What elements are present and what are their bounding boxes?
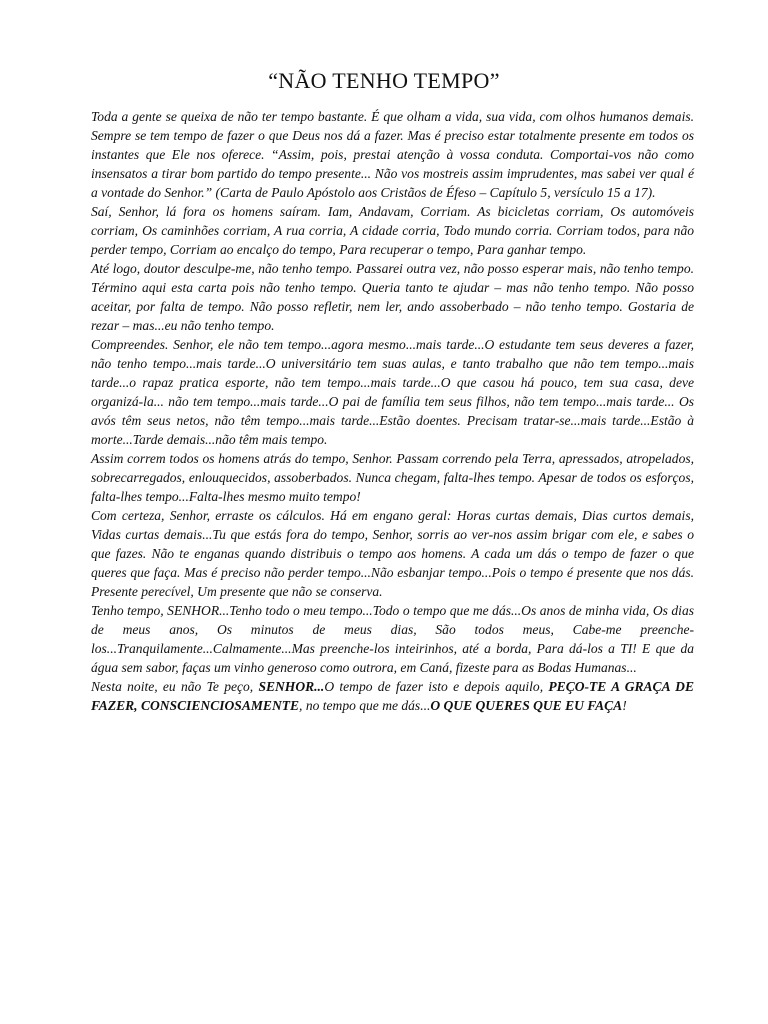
paragraph-4: Compreendes. Senhor, ele não tem tempo...agora mesmo...mais tarde...O estudante tem seus deveres a fazer, não tenho tempo...mais tarde...O universitário tem suas aulas, e tanto trabalho que não tem tempo...mais tarde...o rapaz pratica esporte, não tem tempo...mais tarde...O que casou há pouco, tem sua casa, deve organizá-la... não tem tempo...mais tarde...O pai de família tem seus filhos, não tem tempo...mais tarde... Os avós têm seus netos, não têm tempo...mais tarde...Estão doentes. Precisam tratar-se...mais tarde...Estão à morte...Tarde demais...não têm mais tempo. xyxy=(91,337,694,447)
paragraph-3: Até logo, doutor desculpe-me, não tenho tempo. Passarei outra vez, não posso esperar mais, não tenho tempo. Término aqui esta carta pois não tenho tempo. Queria tanto te ajudar – mas não tenho tempo. Não posso aceitar, por falta de tempo. Não posso refletir, nem ler, ando assoberbado – não tenho tempo. Gostaria de rezar – mas...eu não tenho tempo. xyxy=(91,261,694,333)
paragraph-final xyxy=(91,677,694,715)
final-bold-queres: O QUE QUERES QUE EU FAÇA xyxy=(430,698,623,713)
document-body xyxy=(91,107,694,715)
final-bold-senhor: SENHOR... xyxy=(258,679,325,694)
page-title: “NÃO TENHO TEMPO” xyxy=(268,68,500,93)
paragraph-7: Tenho tempo, SENHOR...Tenho todo o meu tempo...Todo o tempo que me dás...Os anos de minha vida, Os dias de meus anos, Os minutos de meus dias, São todos meus, Cabe-me preenche-los...Tranquilamente...Calmamente...Mas preenche-los inteirinhos, até a borda, Para dá-los a TI! E que da água sem sabor, faças um vinho generoso como outrora, em Caná, fizeste para as Bodas Humanas... xyxy=(91,603,694,675)
paragraph-6: Com certeza, Senhor, erraste os cálculos. Há em engano geral: Horas curtas demais, Dias curtos demais, Vidas curtas demais...Tu que estás fora do tempo, Senhor, sorris ao ver-nos assim brigar com ele, e sabes o que fazes. Não te enganas quando distribuis o tempo aos homens. A cada um dás o tempo de fazer o que queres que faça. Mas é preciso não perder tempo...Não esbanjar tempo...Pois o tempo é presente que nos dás. Presente perecível, Um presente que não se conserva. xyxy=(91,508,694,599)
final-text-2: O tempo de fazer isto e depois aquilo, xyxy=(324,679,549,694)
final-text-3: , no tempo que me dás... xyxy=(299,698,431,713)
final-text-1: Nesta noite, eu não Te peço, xyxy=(91,679,259,694)
paragraph-5: Assim correm todos os homens atrás do tempo, Senhor. Passam correndo pela Terra, apressados, atropelados, sobrecarregados, enlouquecidos, assoberbados. Nunca chegam, falta-lhes tempo. Apesar de todos os esforços, falta-lhes tempo...Falta-lhes mesmo muito tempo! xyxy=(91,451,694,504)
final-bold-peco: PEÇO-TE A GRAÇA DE FAZER, CONSCIENCIOSAMENTE xyxy=(91,679,694,713)
final-text-4: ! xyxy=(622,698,627,713)
paragraph-2: Saí, Senhor, lá fora os homens saíram. Iam, Andavam, Corriam. As bicicletas corriam, Os automóveis corriam, Os caminhões corriam, A rua corria, A cidade corria, Todo mundo corria. Corriam todos, para não perder tempo, Corriam ao encalço do tempo, Para recuperar o tempo, Para ganhar tempo. xyxy=(91,204,694,257)
paragraph-1: Toda a gente se queixa de não ter tempo bastante. É que olham a vida, sua vida, com olhos humanos demais. Sempre se tem tempo de fazer o que Deus nos dá a fazer. Mas é preciso estar totalmente presente em todos os instantes que Ele nos oferece. “Assim, pois, prestai atenção à vossa conduta. Comportai-vos não como insensatos a tirar bom partido do tempo presente... Não vos mostreis assim imprudentes, mas sabei ver qual é a vontade do Senhor.” (Carta de Paulo Apóstolo aos Cristãos de Éfeso – Capítulo 5, versículo 15 a 17). xyxy=(91,109,694,200)
